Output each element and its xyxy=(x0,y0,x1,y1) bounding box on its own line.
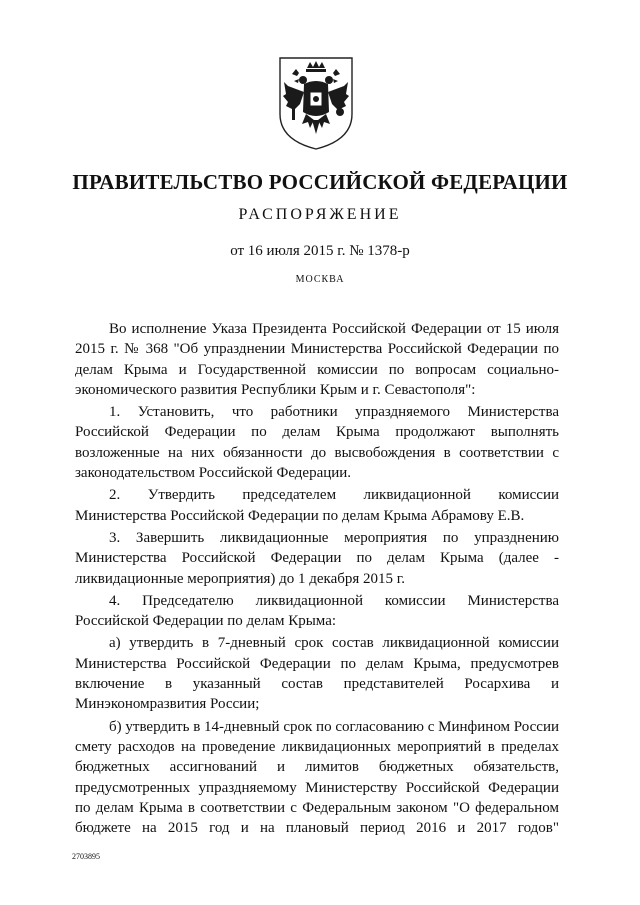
paragraph-item-3: 3. Завершить ликвидационные мероприятия по упразднению Министерства Российской Федерации по делам Крыма (далее - ликвидационные мероприятия) до 1 декабря 2015 г. xyxy=(75,529,559,587)
document-code: 2703895 xyxy=(72,852,100,861)
double-headed-eagle-icon xyxy=(274,52,358,152)
paragraph-item-4: 4. Председателю ликвидационной комиссии Министерства Российской Федерации по делам Крыма: xyxy=(75,592,559,630)
document-city: МОСКВА xyxy=(295,274,345,285)
government-title: ПРАВИТЕЛЬСТВО РОССИЙСКОЙ ФЕДЕРАЦИИ xyxy=(72,170,568,194)
paragraph-item-4b: б) утвердить в 14-дневный срок по согласованию с Минфином России смету расходов на проведение ликвидационных мероприятий в пределах бюджетных ассигнований и лимитов бюджетных обязательств, предусмотренных упраздняемому Министерству Российской Федерации по делам Крыма в соответствии с Федеральным законом "О федеральном бюджете на 2015 год и на плановый период 2016 и 2017 годов" xyxy=(75,718,559,837)
paragraph-item-1: 1. Установить, что работники упраздняемого Министерства Российской Федерации по делам Крыма продолжают выполнять возложенные на них обязанности до высвобождения в соответствии с законодательством Российской Федерации. xyxy=(75,404,559,482)
paragraph-preamble: Во исполнение Указа Президента Российской Федерации от 15 июля 2015 г. № 368 "Об упразднении Министерства Российской Федерации по делам Крыма и Государственной комиссии по вопросам социально-экономического развития Республики Крым и г. Севастополя": xyxy=(75,321,559,398)
document-body xyxy=(75,319,559,840)
coat-of-arms-emblem xyxy=(274,52,358,152)
document-type: РАСПОРЯЖЕНИЕ xyxy=(238,206,402,223)
paragraph-item-4a: а) утвердить в 7-дневный срок состав ликвидационной комиссии Министерства Российской Федерации по делам Крыма, предусмотрев включение в указанный состав представителей Росархива и Минэкономразвития России; xyxy=(75,635,559,713)
paragraph-item-2: 2. Утвердить председателем ликвидационной комиссии Министерства Российской Федерации по делам Крыма Абрамову Е.В. xyxy=(75,487,559,524)
document-date-number: от 16 июля 2015 г. № 1378-р xyxy=(230,243,410,259)
